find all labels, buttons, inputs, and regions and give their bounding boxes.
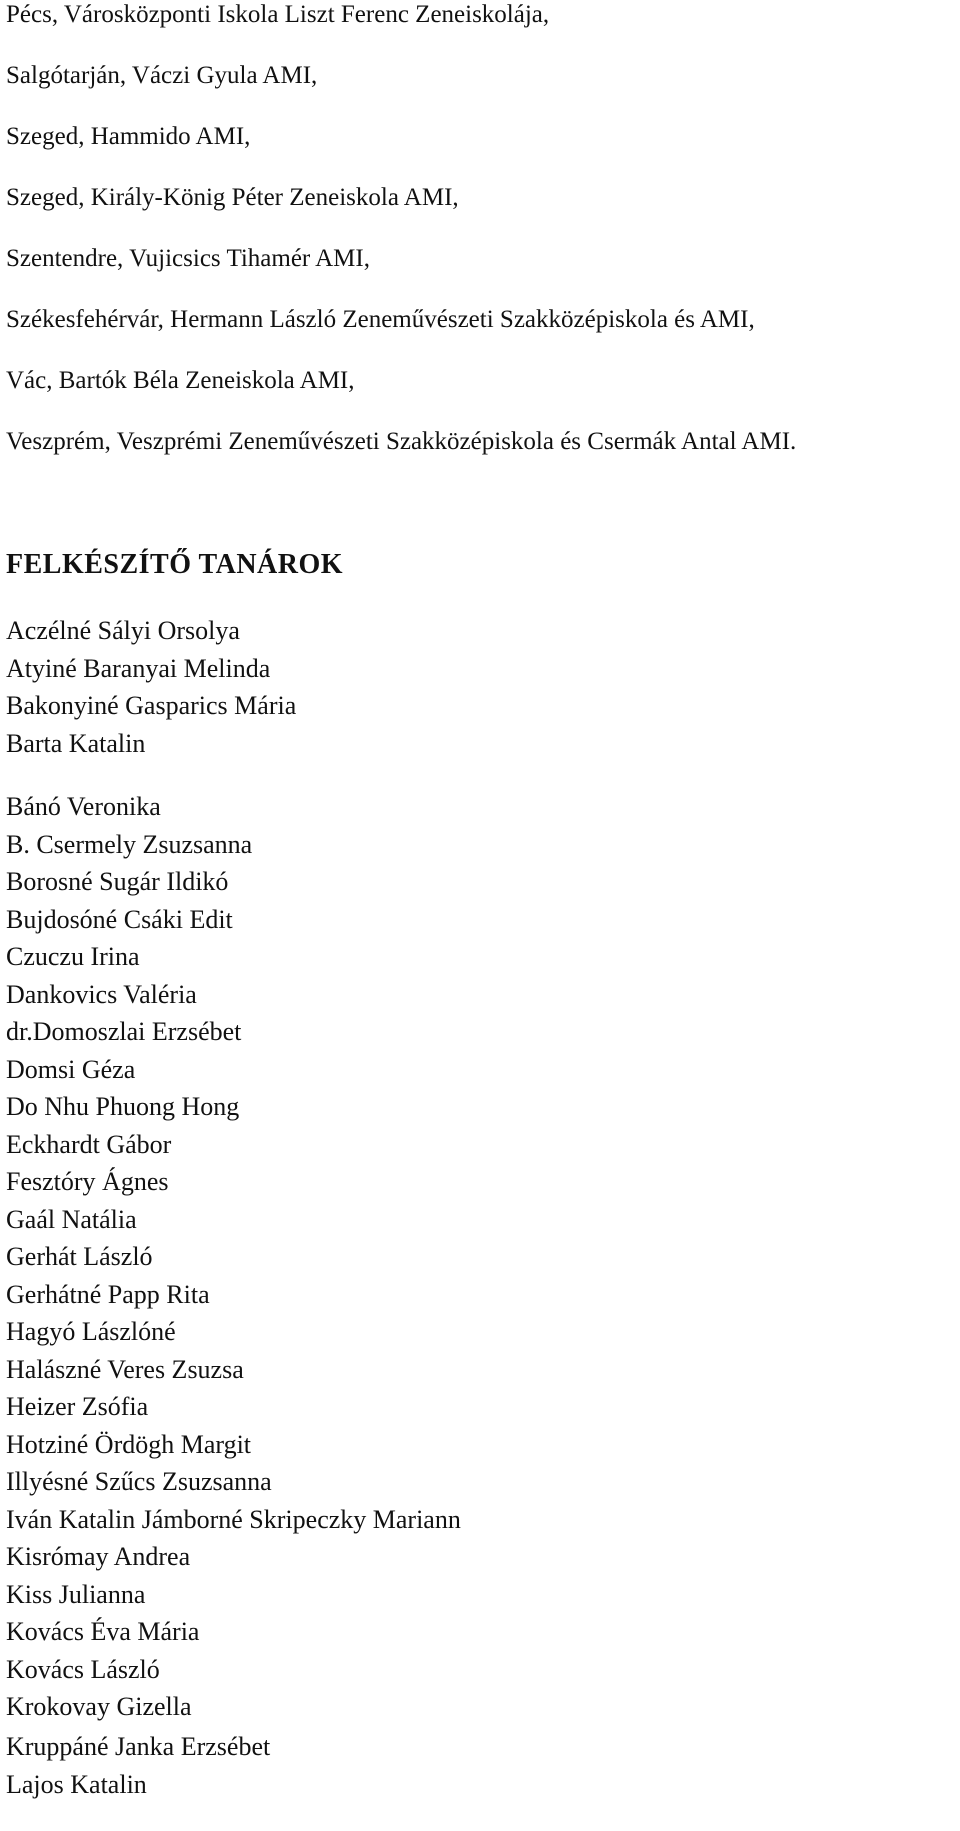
teacher-name: Heizer Zsófia <box>6 1392 149 1421</box>
teacher-name: Dankovics Valéria <box>6 979 197 1009</box>
teachers-heading: FELKÉSZÍTŐ TANÁROK <box>6 549 344 580</box>
teacher-name: Kisrómay Andrea <box>6 1542 191 1571</box>
teacher-list-group-1 <box>6 612 296 762</box>
teacher-name: Hotziné Ördögh Margit <box>6 1429 252 1459</box>
teacher-name: Bakonyiné Gasparics Mária <box>6 691 297 720</box>
teacher-name: Bánó Veronika <box>6 792 161 821</box>
teacher-name: Bujdosóné Csáki Edit <box>6 904 233 934</box>
teacher-name: Czuczu Irina <box>6 942 140 971</box>
teacher-name: Barta Katalin <box>6 728 146 758</box>
teacher-name: Krokovay Gizella <box>6 1692 192 1721</box>
teacher-name: Halászné Veres Zsuzsa <box>6 1354 244 1384</box>
teacher-name: Fesztóry Ágnes <box>6 1167 169 1196</box>
school-item: Székesfehérvár, Hermann László Zeneművészeti Szakközépiskola és AMI, <box>6 306 755 333</box>
teacher-name: Hagyó Lászlóné <box>6 1317 176 1346</box>
teacher-name: Aczélné Sályi Orsolya <box>6 616 240 645</box>
teacher-name: Kovács László <box>6 1654 160 1684</box>
teacher-name: Gerhátné Papp Rita <box>6 1279 210 1309</box>
teacher-name: Do Nhu Phuong Hong <box>6 1092 240 1121</box>
school-item: Szeged, Hammido AMI, <box>6 123 251 150</box>
teacher-name: Borosné Sugár Ildikó <box>6 867 229 896</box>
teacher-name: Kovács Éva Mária <box>6 1617 200 1646</box>
teacher-name: Kiss Julianna <box>6 1579 146 1609</box>
teacher-name: Lajos Katalin <box>6 1769 147 1799</box>
school-list <box>6 0 946 457</box>
school-item: Vác, Bartók Béla Zeneiskola AMI, <box>6 367 355 394</box>
teacher-name: Iván Katalin Jámborné Skripeczky Mariann <box>6 1504 461 1534</box>
teacher-name: Eckhardt Gábor <box>6 1129 172 1159</box>
teacher-name: B. Csermely Zsuzsanna <box>6 829 253 859</box>
teacher-name: dr.Domoszlai Erzsébet <box>6 1017 242 1046</box>
school-item: Szeged, Király-König Péter Zeneiskola AMI, <box>6 184 459 211</box>
teacher-name: Gerhát László <box>6 1242 153 1271</box>
school-item: Szentendre, Vujicsics Tihamér AMI, <box>6 245 370 272</box>
school-item: Veszprém, Veszprémi Zeneművészeti Szakközépiskola és Csermák Antal AMI. <box>6 428 797 455</box>
teacher-list-group-2 <box>6 788 461 1726</box>
teacher-name: Illyésné Szűcs Zsuzsanna <box>6 1467 272 1496</box>
teacher-name: Gaál Natália <box>6 1204 137 1234</box>
teacher-list-group-3 <box>6 1728 270 1803</box>
document-page <box>6 0 946 1799</box>
school-item: Salgótarján, Váczi Gyula AMI, <box>6 62 318 89</box>
school-item: Pécs, Városközponti Iskola Liszt Ferenc Zeneiskolája, <box>6 1 550 28</box>
teacher-name: Atyiné Baranyai Melinda <box>6 653 271 683</box>
teacher-name: Domsi Géza <box>6 1054 136 1084</box>
teacher-name: Kruppáné Janka Erzsébet <box>6 1732 271 1761</box>
